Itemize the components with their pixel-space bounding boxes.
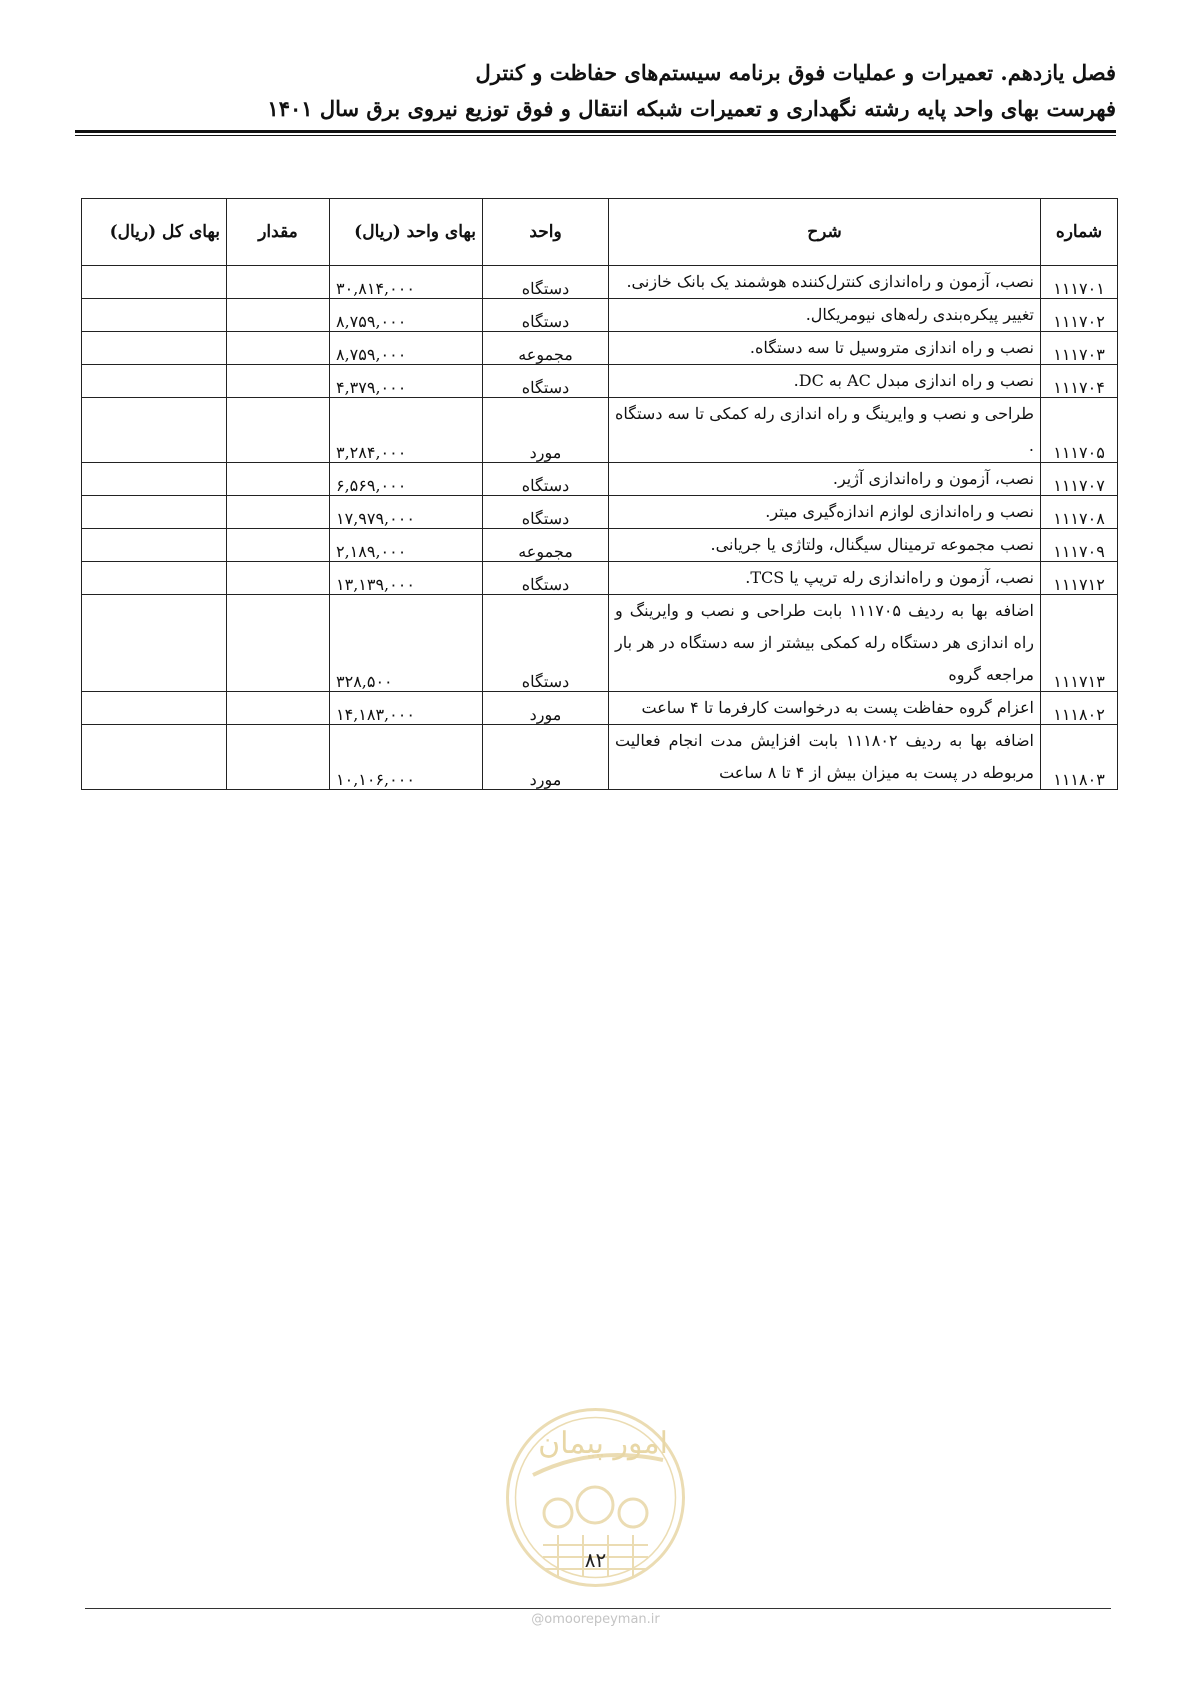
table-row: [82, 398, 1118, 463]
cell-description: نصب، آزمون و راه‌اندازی کنترل‌کننده هوشمند یک بانک خازنی.: [609, 266, 1041, 299]
table-row: [82, 692, 1118, 725]
cell-unit: مورد: [483, 398, 609, 463]
column-header-number: شماره: [1041, 199, 1118, 266]
table-row: [82, 562, 1118, 595]
cell-unit: دستگاه: [483, 595, 609, 692]
cell-total-price: [82, 595, 227, 692]
cell-total-price: [82, 463, 227, 496]
table-header-row: [82, 199, 1118, 266]
header-divider-thin: [75, 135, 1116, 136]
cell-unit-price: ۳۲۸,۵۰۰: [330, 595, 483, 692]
cell-quantity: [227, 725, 330, 790]
cell-unit: دستگاه: [483, 562, 609, 595]
cell-quantity: [227, 398, 330, 463]
cell-unit: دستگاه: [483, 299, 609, 332]
cell-total-price: [82, 692, 227, 725]
cell-total-price: [82, 529, 227, 562]
table-body: [82, 266, 1118, 790]
cell-quantity: [227, 595, 330, 692]
footer-website: @omoorepeyman.ir: [531, 1612, 660, 1627]
cell-total-price: [82, 365, 227, 398]
table-row: [82, 496, 1118, 529]
cell-description: اعزام گروه حفاظت پست به درخواست کارفرما تا ۴ ساعت: [609, 692, 1041, 725]
column-header-unit: واحد: [483, 199, 609, 266]
cell-quantity: [227, 365, 330, 398]
cell-quantity: [227, 463, 330, 496]
cell-unit: دستگاه: [483, 496, 609, 529]
cell-total-price: [82, 562, 227, 595]
cell-unit-price: ۱۴,۱۸۳,۰۰۰: [330, 692, 483, 725]
chapter-title: فصل یازدهم. تعمیرات و عملیات فوق برنامه سیستم‌های حفاظت و کنترل: [475, 60, 1116, 85]
cell-quantity: [227, 562, 330, 595]
cell-total-price: [82, 332, 227, 365]
cell-unit-price: ۳,۲۸۴,۰۰۰: [330, 398, 483, 463]
page-header: [75, 55, 1116, 127]
cell-unit-price: ۲,۱۸۹,۰۰۰: [330, 529, 483, 562]
cell-description: نصب، آزمون و راه‌اندازی رله تریپ یا TCS.: [609, 562, 1041, 595]
column-header-description: شرح: [609, 199, 1041, 266]
cell-description: تغییر پیکره‌بندی رله‌های نیومریکال.: [609, 299, 1041, 332]
cell-unit: مجموعه: [483, 332, 609, 365]
page-number: ۸۲: [584, 1548, 607, 1572]
cell-unit-price: ۱۰,۱۰۶,۰۰۰: [330, 725, 483, 790]
cell-description: نصب و راه‌اندازی لوازم اندازه‌گیری میتر.: [609, 496, 1041, 529]
cell-description: نصب، آزمون و راه‌اندازی آژیر.: [609, 463, 1041, 496]
cell-description: نصب و راه اندازی متروسیل تا سه دستگاه.: [609, 332, 1041, 365]
cell-number: ۱۱۱۷۰۹: [1041, 529, 1118, 562]
cell-quantity: [227, 692, 330, 725]
cell-total-price: [82, 266, 227, 299]
table-row: [82, 365, 1118, 398]
cell-unit: دستگاه: [483, 365, 609, 398]
price-table: [81, 198, 1118, 790]
cell-total-price: [82, 398, 227, 463]
cell-description: اضافه بها به ردیف ۱۱۱۸۰۲ بابت افزایش مدت انجام فعالیت مربوطه در پست به میزان بیش از ۴ تا ۸ ساعت: [609, 725, 1041, 790]
cell-quantity: [227, 496, 330, 529]
cell-quantity: [227, 266, 330, 299]
cell-unit-price: ۴,۳۷۹,۰۰۰: [330, 365, 483, 398]
header-divider: [75, 130, 1116, 133]
cell-unit: مجموعه: [483, 529, 609, 562]
cell-unit-price: ۱۷,۹۷۹,۰۰۰: [330, 496, 483, 529]
table-row: [82, 529, 1118, 562]
cell-unit-price: ۱۳,۱۳۹,۰۰۰: [330, 562, 483, 595]
cell-total-price: [82, 299, 227, 332]
cell-number: ۱۱۱۷۰۴: [1041, 365, 1118, 398]
cell-number: ۱۱۱۷۱۲: [1041, 562, 1118, 595]
table-row: [82, 595, 1118, 692]
column-header-quantity: مقدار: [227, 199, 330, 266]
cell-number: ۱۱۱۸۰۲: [1041, 692, 1118, 725]
table-row: [82, 725, 1118, 790]
footer-divider: [85, 1608, 1111, 1609]
cell-unit-price: ۶,۵۶۹,۰۰۰: [330, 463, 483, 496]
table-row: [82, 332, 1118, 365]
cell-total-price: [82, 496, 227, 529]
cell-unit-price: ۸,۷۵۹,۰۰۰: [330, 299, 483, 332]
cell-unit: مورد: [483, 725, 609, 790]
cell-quantity: [227, 332, 330, 365]
cell-description: اضافه بها به ردیف ۱۱۱۷۰۵ بابت طراحی و نصب و وایرینگ و راه اندازی هر دستگاه رله کمکی بیشتر از سه دستگاه در هر بار مراجعه گروه: [609, 595, 1041, 692]
cell-quantity: [227, 529, 330, 562]
cell-number: ۱۱۱۷۰۷: [1041, 463, 1118, 496]
cell-quantity: [227, 299, 330, 332]
cell-number: ۱۱۱۷۰۲: [1041, 299, 1118, 332]
cell-number: ۱۱۱۷۱۳: [1041, 595, 1118, 692]
cell-description: نصب و راه اندازی مبدل AC به DC.: [609, 365, 1041, 398]
document-title: فهرست بهای واحد پایه رشته نگهداری و تعمیرات شبکه انتقال و فوق توزیع نیروی برق سال ۱۴۰۱: [267, 96, 1116, 121]
cell-unit: دستگاه: [483, 463, 609, 496]
cell-number: ۱۱۱۷۰۵: [1041, 398, 1118, 463]
watermark-brand-text: امور پیمان: [538, 1426, 668, 1461]
column-header-total-price: بهای کل (ریال): [82, 199, 227, 266]
table-row: [82, 266, 1118, 299]
cell-description: نصب مجموعه ترمینال سیگنال، ولتاژی یا جریانی.: [609, 529, 1041, 562]
cell-unit: دستگاه: [483, 266, 609, 299]
cell-description: طراحی و نصب و وایرینگ و راه اندازی رله کمکی تا سه دستگاه .: [609, 398, 1041, 463]
cell-number: ۱۱۱۷۰۱: [1041, 266, 1118, 299]
table-row: [82, 463, 1118, 496]
cell-number: ۱۱۱۷۰۸: [1041, 496, 1118, 529]
table-row: [82, 299, 1118, 332]
cell-number: ۱۱۱۸۰۳: [1041, 725, 1118, 790]
cell-total-price: [82, 725, 227, 790]
cell-unit: مورد: [483, 692, 609, 725]
column-header-unit-price: بهای واحد (ریال): [330, 199, 483, 266]
cell-unit-price: ۳۰,۸۱۴,۰۰۰: [330, 266, 483, 299]
cell-unit-price: ۸,۷۵۹,۰۰۰: [330, 332, 483, 365]
cell-number: ۱۱۱۷۰۳: [1041, 332, 1118, 365]
